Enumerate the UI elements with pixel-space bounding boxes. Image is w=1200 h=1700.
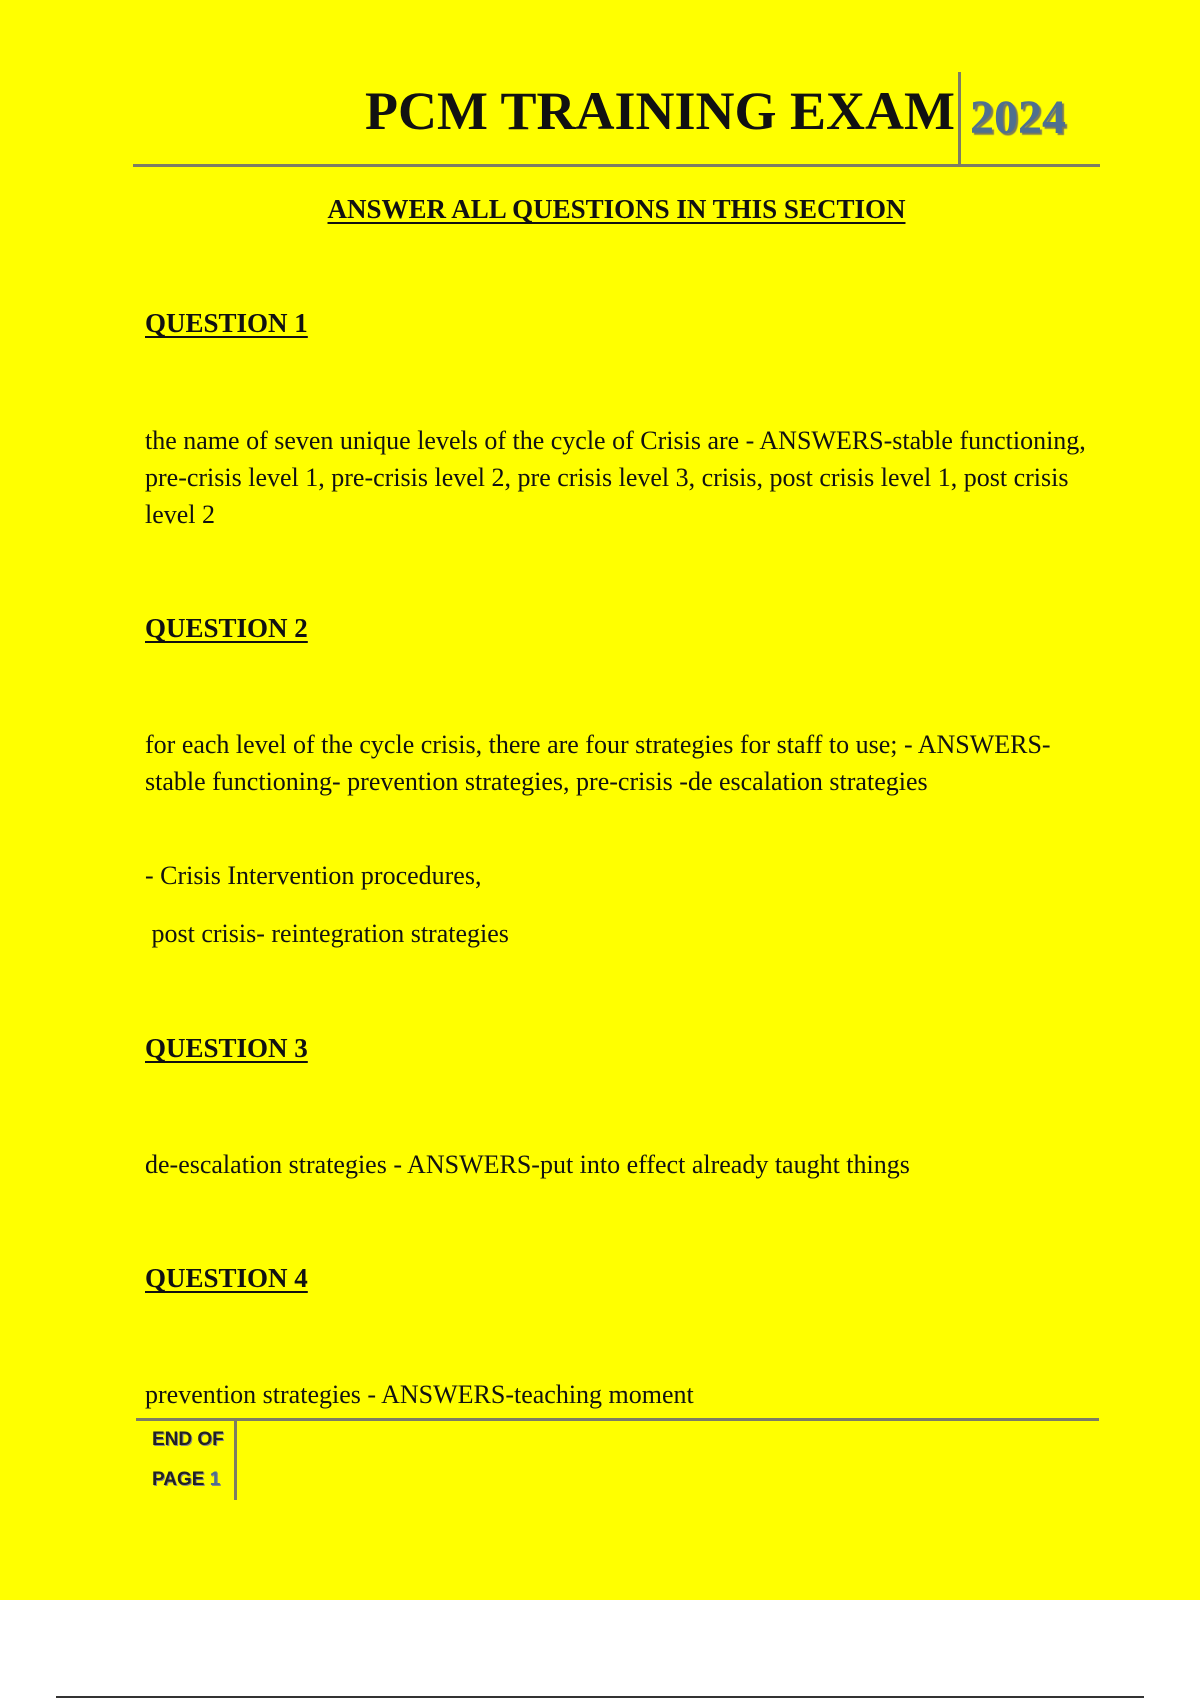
question-2-answer: for each level of the cycle crisis, there are four strategies for staff to use; - ANSWERS-stable functioning- prevention strategies, pre-crisis -de escalation strategies [145,730,1051,796]
footer-page-number: 1 [209,1469,221,1490]
bottom-divider [56,1696,1144,1698]
footer-page-label [152,1460,234,1500]
document-header [133,72,1100,167]
question-4-heading: QUESTION 4 [145,1263,308,1293]
question-4-answer: prevention strategies - ANSWERS-teaching moment [145,1380,694,1409]
header-divider [958,72,961,164]
question-2-answer-line-3: post crisis- reintegration strategies [145,919,509,948]
page-footer [152,1420,237,1500]
footer-page-word: PAGE [152,1469,205,1490]
question-2-answer-line-2: - Crisis Intervention procedures, [145,861,482,890]
exam-year: 2024 [970,91,1066,144]
exam-title: PCM TRAINING EXAM [365,81,955,141]
footer-end-of: END OF [152,1429,224,1450]
footer-rule [136,1418,1099,1421]
question-1-answer: the name of seven unique levels of the cycle of Crisis are - ANSWERS-stable functioning, pre-crisis level 1, pre-crisis level 2, pre crisis level 3, crisis, post crisis level 1, post crisis level 2 [145,426,1086,529]
question-2-heading: QUESTION 2 [145,613,308,643]
section-title: ANSWER ALL QUESTIONS IN THIS SECTION [327,194,906,224]
question-1-heading: QUESTION 1 [145,308,308,338]
question-3-heading: QUESTION 3 [145,1033,308,1063]
question-3-answer: de-escalation strategies - ANSWERS-put into effect already taught things [145,1150,910,1179]
